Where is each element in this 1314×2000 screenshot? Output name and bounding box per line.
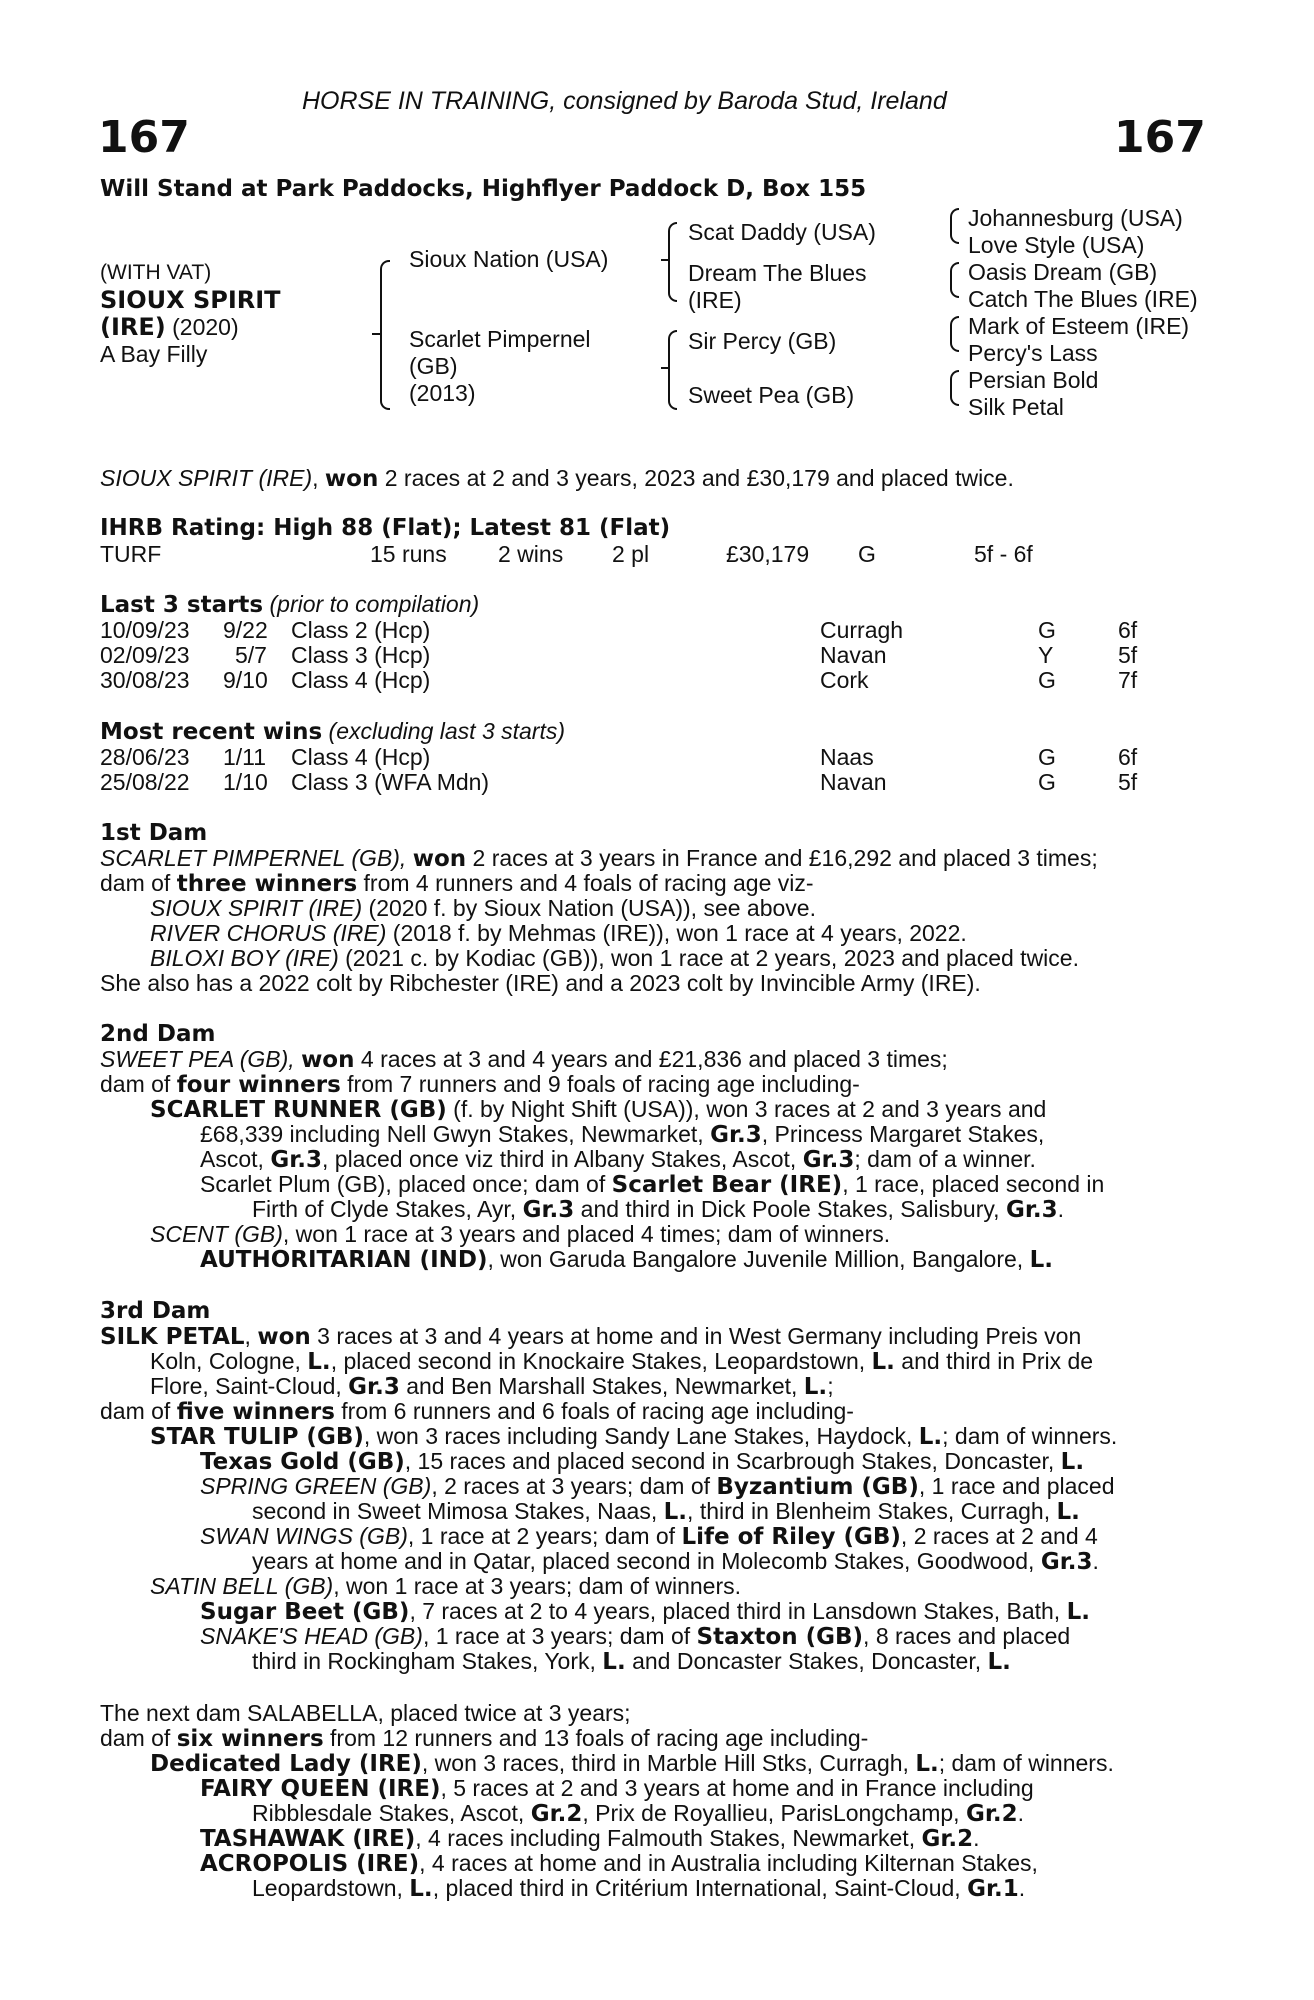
dam3-line (150, 1350, 1093, 1374)
progeny-name: SCENT (GB) (150, 1221, 283, 1247)
text: , 1 race, placed second in (842, 1171, 1105, 1197)
rating-runs: 15 runs (370, 541, 447, 567)
text: dam of (100, 1071, 177, 1097)
progeny-name: SPRING GREEN (GB) (200, 1473, 432, 1499)
grade: Gr.3 (270, 1147, 322, 1173)
progeny-name: SWAN WINGS (GB) (200, 1523, 408, 1549)
grade: Gr.3 (1005, 1197, 1058, 1223)
progeny-record: (2020 f. by Sioux Nation (USA)), see above. (362, 895, 816, 921)
grade: Gr.3 (802, 1147, 855, 1173)
text: £68,339 including Nell Gwyn Stakes, Newmarket, (200, 1121, 711, 1147)
summary-won: won (324, 466, 379, 492)
pedigree-dam-dam: Sweet Pea (GB) (688, 382, 855, 408)
progeny-name: ACROPOLIS (IRE) (200, 1851, 420, 1877)
text: , 1 race and placed (918, 1473, 1115, 1499)
text: , Prix de Royallieu, ParisLongchamp, (582, 1800, 966, 1826)
grade: Gr.2 (530, 1801, 583, 1827)
dam3-title: 3rd Dam (100, 1298, 211, 1324)
nextdam-line (100, 1727, 868, 1751)
text: , 4 races including Falmouth Stakes, Newmarket, (415, 1825, 922, 1851)
text: , third in Blenheim Stakes, Curragh, (687, 1498, 1057, 1524)
text: years at home and in Qatar, placed second in Molecomb Stakes, Goodwood, (252, 1548, 1041, 1574)
text: dam of (100, 1398, 177, 1424)
row-position: 9/10 (223, 667, 268, 693)
text: ; (827, 1373, 834, 1399)
text: dam of (100, 1725, 177, 1751)
text: , 5 races at 2 and 3 years at home and in France including (440, 1775, 1034, 1801)
text: ; dam of winners. (938, 1750, 1114, 1776)
text: , 15 races and placed second in Scarbrough Stakes, Doncaster, (404, 1448, 1061, 1474)
text: , Princess Margaret Stakes, (761, 1121, 1045, 1147)
text: Flore, Saint-Cloud, (150, 1373, 349, 1399)
text: from 12 runners and 13 foals of racing age including- (323, 1725, 869, 1751)
text: , 7 races at 2 to 4 years, placed third in Lansdown Stakes, Bath, (409, 1598, 1067, 1624)
recent-note: (excluding last 3 starts) (322, 718, 566, 744)
brace-tip (661, 259, 669, 261)
dam3-line (100, 1400, 854, 1424)
grade: Gr.2 (965, 1801, 1018, 1827)
nextdam-line (150, 1752, 1114, 1776)
listed-label: L. (871, 1349, 895, 1375)
winner-count: six winners (176, 1726, 324, 1752)
text: , placed once viz third in Albany Stakes, Ascot, (322, 1146, 803, 1172)
pedigree-sire-dam-origin: (IRE) (688, 287, 742, 313)
dam1-line (150, 947, 1079, 970)
dam-name: SILK PETAL (100, 1324, 245, 1350)
row-class: Class 3 (WFA Mdn) (291, 769, 490, 795)
dam-name: SWEET PEA (GB), (100, 1046, 302, 1072)
dam3-line (150, 1425, 1117, 1449)
nextdam-line (252, 1802, 1024, 1826)
nextdam-line (200, 1777, 1034, 1801)
listed-label: L. (409, 1876, 433, 1902)
pedigree-g3: Catch The Blues (IRE) (968, 286, 1198, 312)
listed-label: L. (987, 1649, 1011, 1675)
dam2-line (252, 1198, 1064, 1222)
pedigree-g3: Percy's Lass (968, 340, 1098, 366)
listed-label: L. (1029, 1247, 1053, 1273)
dam3-line (150, 1375, 834, 1399)
text: from 6 runners and 6 foals of racing age including- (334, 1398, 854, 1424)
rating-going: G (858, 541, 876, 567)
dam3-line (252, 1650, 1011, 1674)
dam2-line (100, 1073, 860, 1097)
row-course: Curragh (820, 617, 904, 643)
row-class: Class 3 (Hcp) (291, 642, 431, 668)
dam3-line (200, 1600, 1090, 1624)
progeny-name: RIVER CHORUS (IRE) (150, 920, 387, 946)
row-going: Y (1038, 642, 1054, 668)
progeny-record: (f. by Night Shift (USA)), won 3 races at 2 and 3 years and (446, 1096, 1047, 1122)
winner-count: five winners (176, 1399, 335, 1425)
text: from 4 runners and 4 foals of racing age viz- (357, 870, 814, 896)
dam2-line (200, 1123, 1044, 1147)
pedigree-sire-sire: Scat Daddy (USA) (688, 219, 876, 245)
progeny-name: AUTHORITARIAN (IND) (200, 1247, 488, 1273)
pedigree-dam-origin: (GB) (409, 353, 458, 379)
text: , placed third in Critérium International, Saint-Cloud, (432, 1875, 968, 1901)
listed-label: L. (602, 1649, 626, 1675)
pedigree-sire-dam: Dream The Blues (688, 260, 867, 286)
grade: Gr.3 (710, 1122, 762, 1148)
row-going: G (1038, 769, 1056, 795)
text: , (244, 1323, 258, 1349)
text: , 2 races at 3 years; dam of (431, 1473, 717, 1499)
progeny-name: SCARLET RUNNER (GB) (150, 1097, 447, 1123)
last3-title: Last 3 starts (100, 592, 264, 618)
horse-origin: (IRE) (100, 313, 166, 341)
rating-wins: 2 wins (498, 541, 564, 567)
pedigree-g3: Silk Petal (968, 394, 1064, 420)
won-label: won (301, 1047, 355, 1073)
listed-label: L. (1066, 1599, 1090, 1625)
dam1-line (150, 922, 967, 945)
won-label: won (412, 846, 467, 872)
text: , 2 races at 2 and 4 (900, 1523, 1098, 1549)
progeny-name: Scarlet Bear (IRE) (611, 1172, 843, 1198)
text: . (973, 1825, 980, 1851)
summary-name: SIOUX SPIRIT (IRE) (100, 465, 313, 491)
horse-name: SIOUX SPIRIT (100, 286, 281, 314)
dam2-line (100, 1048, 948, 1072)
text: . (1017, 1800, 1025, 1826)
row-position: 5/7 (235, 642, 267, 668)
pedigree-g3: Johannesburg (USA) (968, 205, 1183, 231)
dam1-line (100, 847, 1098, 871)
row-distance: 5f (1118, 642, 1138, 668)
row-going: G (1038, 667, 1056, 693)
row-class: Class 4 (Hcp) (291, 744, 431, 770)
progeny-name: Texas Gold (GB) (200, 1449, 405, 1475)
brace-tip (372, 333, 380, 335)
text: second in Sweet Mimosa Stakes, Naas, (252, 1498, 664, 1524)
row-course: Navan (820, 642, 887, 668)
winner-count: four winners (176, 1072, 341, 1098)
progeny-name: FAIRY QUEEN (IRE) (200, 1776, 441, 1802)
pedigree-dam-year: (2013) (409, 380, 476, 406)
text: , 1 race at 2 years; dam of (407, 1523, 682, 1549)
dam1-title: 1st Dam (100, 820, 208, 846)
row-class: Class 4 (Hcp) (291, 667, 431, 693)
dam3-line (252, 1550, 1099, 1574)
recent-heading (100, 720, 565, 744)
dam1-line (100, 872, 814, 896)
recent-title: Most recent wins (100, 719, 323, 745)
row-distance: 6f (1118, 744, 1138, 770)
text: , 4 races at home and in Australia including Kilternan Stakes, (419, 1850, 1038, 1876)
race-summary: SIOUX SPIRIT (IRE), won 2 races at 2 and 3 years, 2023 and £30,179 and placed twice. (100, 465, 1014, 492)
row-position: 1/10 (223, 769, 268, 795)
brace-g3-2 (950, 262, 959, 298)
pedigree-dam-sire: Sir Percy (GB) (688, 328, 837, 354)
pedigree-g3: Love Style (USA) (968, 232, 1145, 258)
row-distance: 7f (1118, 667, 1138, 693)
row-date: 10/09/23 (100, 617, 190, 643)
text: ; dam of a winner. (854, 1146, 1036, 1172)
text: from 7 runners and 9 foals of racing age including- (340, 1071, 860, 1097)
pedigree-g3: Oasis Dream (GB) (968, 259, 1158, 285)
row-date: 30/08/23 (100, 667, 190, 693)
progeny-record: (2018 f. by Mehmas (IRE)), won 1 race at 4 years, 2022. (386, 920, 967, 946)
horse-description: A Bay Filly (100, 341, 208, 367)
progeny-name: BILOXI BOY (IRE) (150, 945, 339, 971)
horse-name-origin (100, 315, 239, 339)
row-position: 9/22 (223, 617, 268, 643)
listed-label: L. (307, 1349, 331, 1375)
dam3-line (150, 1575, 741, 1598)
text: , won 3 races including Sandy Lane Stakes, Haydock, (363, 1423, 919, 1449)
dam-record: 3 races at 3 and 4 years at home and in West Germany including Preis von (310, 1323, 1082, 1349)
dam3-line (100, 1325, 1081, 1349)
dam2-line (150, 1098, 1046, 1122)
last3-heading (100, 593, 479, 617)
text: and Ben Marshall Stakes, Newmarket, (399, 1373, 804, 1399)
row-going: G (1038, 744, 1056, 770)
progeny-name: SIOUX SPIRIT (IRE) (150, 895, 363, 921)
text: Koln, Cologne, (150, 1348, 308, 1374)
progeny-name: Byzantium (GB) (716, 1474, 919, 1500)
last3-note: (prior to compilation) (263, 591, 480, 617)
text: Leopardstown, (252, 1875, 410, 1901)
row-course: Navan (820, 769, 887, 795)
text: Ascot, (200, 1146, 271, 1172)
lot-number-right: 167 (1114, 112, 1206, 163)
text: and Doncaster Stakes, Doncaster, (625, 1648, 988, 1674)
pedigree-sire: Sioux Nation (USA) (409, 246, 609, 272)
listed-label: L. (1056, 1499, 1080, 1525)
text: ; dam of winners. (942, 1423, 1118, 1449)
listed-label: L. (803, 1374, 828, 1400)
consignment-line: HORSE IN TRAINING, consigned by Baroda Stud, Ireland (302, 87, 947, 115)
rating-surface: TURF (100, 541, 162, 567)
grade: Gr.3 (348, 1374, 400, 1400)
nextdam-line (252, 1877, 1025, 1901)
progeny-record: (2021 c. by Kodiac (GB)), won 1 race at 2 years, 2023 and placed twice. (338, 945, 1079, 971)
progeny-name: Life of Riley (GB) (681, 1524, 901, 1550)
row-position: 1/11 (223, 744, 267, 770)
summary-rest: 2 races at 2 and 3 years, 2023 and £30,179 and placed twice. (378, 465, 1014, 491)
rating-title: IHRB Rating: High 88 (Flat); Latest 81 (Flat) (100, 515, 671, 541)
horse-year: (2020) (165, 314, 239, 340)
text: , won 3 races, third in Marble Hill Stks, Curragh, (421, 1750, 916, 1776)
dam-record: 4 races at 3 and 4 years and £21,836 and placed 3 times; (354, 1046, 948, 1072)
text: . (1018, 1875, 1026, 1901)
listed-label: L. (1060, 1449, 1085, 1475)
dam3-line (200, 1625, 1070, 1649)
text: , 1 race at 3 years; dam of (422, 1623, 697, 1649)
text: . (1092, 1548, 1099, 1574)
rating-distance: 5f - 6f (974, 541, 1033, 567)
winner-count: three winners (176, 871, 358, 897)
text: Firth of Clyde Stakes, Ayr, (252, 1196, 523, 1222)
progeny-record: , won 1 race at 3 years; dam of winners. (333, 1573, 742, 1599)
dam-name: SCARLET PIMPERNEL (GB), (100, 845, 413, 871)
brace-g3-1 (950, 208, 959, 244)
dam3-line (252, 1500, 1080, 1524)
row-distance: 5f (1118, 769, 1138, 795)
row-date: 25/08/22 (100, 769, 190, 795)
text: Ribblesdale Stakes, Ascot, (252, 1800, 531, 1826)
dam2-line (200, 1173, 1104, 1197)
progeny-name: STAR TULIP (GB) (150, 1424, 364, 1450)
rating-earnings: £30,179 (726, 541, 810, 567)
grade: Gr.1 (967, 1876, 1019, 1902)
progeny-name: SATIN BELL (GB) (150, 1573, 334, 1599)
text: , won Garuda Bangalore Juvenile Million, Bangalore, (487, 1246, 1030, 1272)
row-going: G (1038, 617, 1056, 643)
dam2-title: 2nd Dam (100, 1021, 216, 1047)
row-distance: 6f (1118, 617, 1138, 643)
listed-label: L. (915, 1751, 939, 1777)
text: , placed second in Knockaire Stakes, Leopardstown, (330, 1348, 872, 1374)
listed-label: L. (918, 1424, 943, 1450)
row-course: Cork (820, 667, 869, 693)
lot-number-left: 167 (98, 112, 190, 163)
pedigree-g3: Persian Bold (968, 367, 1099, 393)
text: dam of (100, 870, 177, 896)
brace-sire (668, 222, 677, 302)
dam1-line: She also has a 2022 colt by Ribchester (IRE) and a 2023 colt by Invincible Army (IRE). (100, 970, 981, 996)
dam1-line (150, 897, 816, 920)
dam2-line (200, 1148, 1036, 1172)
rating-placed: 2 pl (612, 541, 650, 567)
text: third in Rockingham Stakes, York, (252, 1648, 603, 1674)
text: and third in Prix de (894, 1348, 1094, 1374)
pedigree-dam: Scarlet Pimpernel (409, 326, 591, 352)
nextdam-line (200, 1827, 980, 1851)
row-date: 28/06/23 (100, 744, 190, 770)
brace-g3-4 (950, 370, 959, 406)
brace-parents (380, 260, 390, 410)
dam3-line (200, 1450, 1084, 1474)
progeny-name: Staxton (GB) (696, 1624, 864, 1650)
grade: Gr.3 (1040, 1549, 1093, 1575)
text: Scarlet Plum (GB), placed once; dam of (200, 1171, 612, 1197)
nextdam-line: The next dam SALABELLA, placed twice at 3 years; (100, 1700, 631, 1726)
pedigree-g3: Mark of Esteem (IRE) (968, 313, 1190, 339)
nextdam-line (200, 1852, 1038, 1876)
progeny-name: Dedicated Lady (IRE) (150, 1751, 422, 1777)
stand-location: Will Stand at Park Paddocks, Highflyer Paddock D, Box 155 (100, 176, 867, 202)
row-date: 02/09/23 (100, 642, 190, 668)
text: and third in Dick Poole Stakes, Salisbury, (574, 1196, 1006, 1222)
dam2-line (150, 1223, 890, 1246)
row-class: Class 2 (Hcp) (291, 617, 431, 643)
vat-note: (WITH VAT) (100, 261, 212, 284)
dam3-line (200, 1525, 1098, 1549)
text: , 8 races and placed (863, 1623, 1071, 1649)
grade: Gr.3 (522, 1197, 575, 1223)
dam2-line (200, 1248, 1053, 1272)
row-course: Naas (820, 744, 874, 770)
progeny-name: Sugar Beet (GB) (200, 1599, 410, 1625)
progeny-record: , won 1 race at 3 years and placed 4 times; dam of winners. (282, 1221, 891, 1247)
dam3-line (200, 1475, 1115, 1499)
listed-label: L. (663, 1499, 688, 1525)
brace-g3-3 (950, 316, 959, 352)
text: . (1057, 1196, 1065, 1222)
brace-dam (668, 330, 677, 410)
won-label: won (257, 1324, 311, 1350)
brace-tip (661, 367, 669, 369)
progeny-name: TASHAWAK (IRE) (200, 1826, 416, 1852)
progeny-name: SNAKE'S HEAD (GB) (200, 1623, 423, 1649)
grade: Gr.2 (921, 1826, 974, 1852)
dam-record: 2 races at 3 years in France and £16,292 and placed 3 times; (466, 845, 1098, 871)
